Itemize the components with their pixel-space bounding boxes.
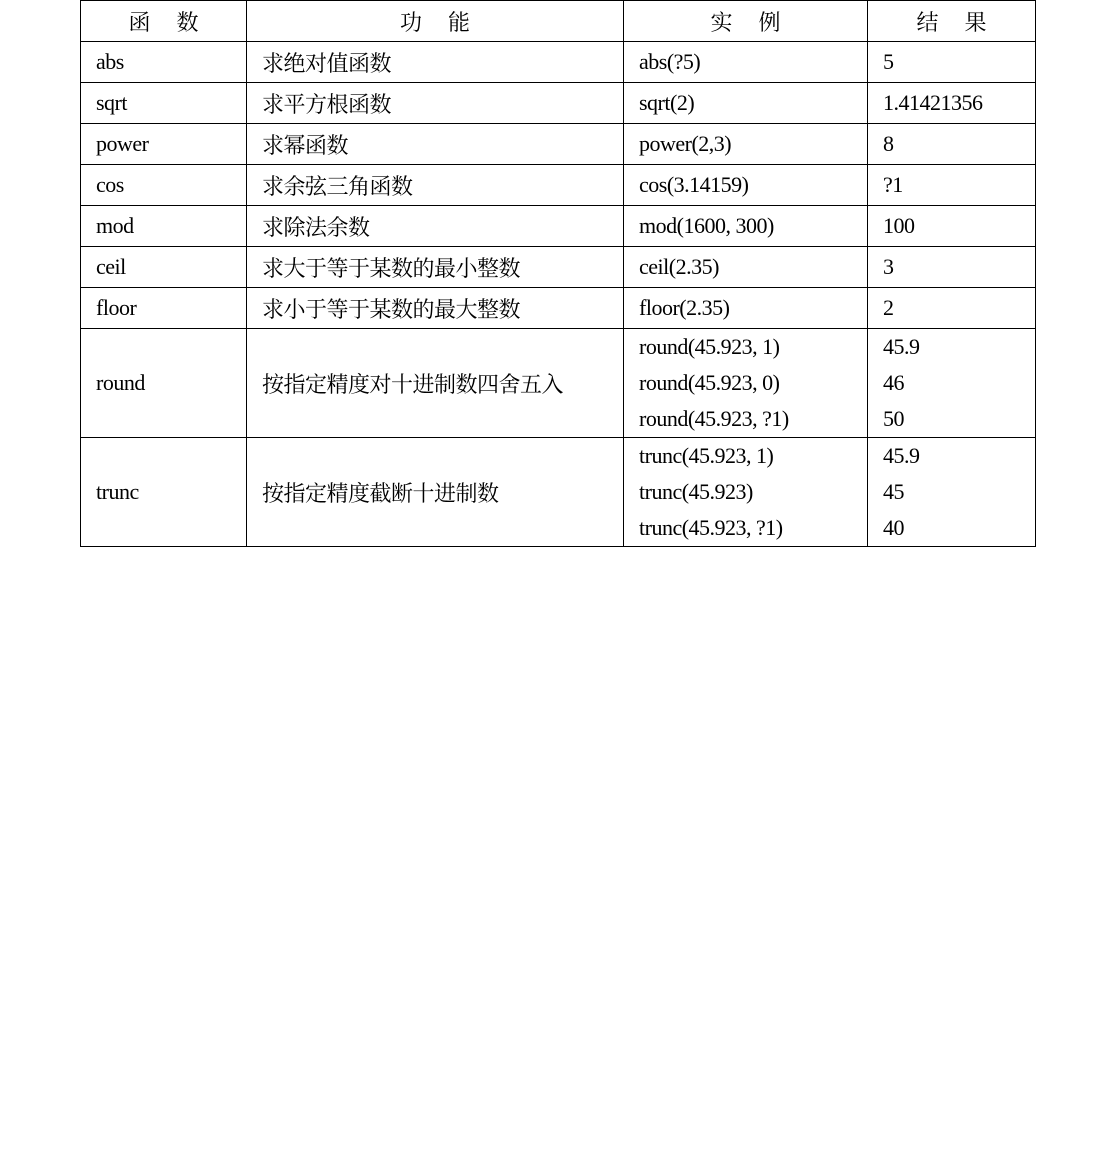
result-line: 40: [883, 515, 904, 540]
function-description-cell: 按指定精度对十进制数四舍五入: [247, 329, 624, 438]
result-cell: 2: [868, 288, 1036, 329]
function-name-cell: power: [81, 124, 247, 165]
function-description-cell: 求幂函数: [247, 124, 624, 165]
example-cell: sqrt(2): [624, 83, 868, 124]
table-row: [81, 247, 1036, 288]
function-description-cell: 求余弦三角函数: [247, 165, 624, 206]
function-description-cell: 求平方根函数: [247, 83, 624, 124]
function-table: [80, 0, 1036, 547]
function-name-cell: abs: [81, 42, 247, 83]
function-description-cell: 按指定精度截断十进制数: [247, 438, 624, 547]
header-function: 函数: [81, 1, 247, 42]
example-line: round(45.923, 1): [639, 334, 780, 359]
result-cell: 100: [868, 206, 1036, 247]
example-cell: [624, 329, 868, 438]
example-cell: abs(?5): [624, 42, 868, 83]
table-row: [81, 124, 1036, 165]
example-line: round(45.923, 0): [639, 370, 780, 395]
header-description: 功能: [247, 1, 624, 42]
function-name-cell: trunc: [81, 438, 247, 547]
example-cell: cos(3.14159): [624, 165, 868, 206]
result-line: 45.9: [883, 334, 920, 359]
result-cell: [868, 329, 1036, 438]
example-line: trunc(45.923, 1): [639, 443, 774, 468]
table-row: [81, 438, 1036, 547]
function-name-cell: floor: [81, 288, 247, 329]
function-description-cell: 求绝对值函数: [247, 42, 624, 83]
example-cell: power(2,3): [624, 124, 868, 165]
function-description-cell: 求小于等于某数的最大整数: [247, 288, 624, 329]
header-example: 实例: [624, 1, 868, 42]
function-name-cell: ceil: [81, 247, 247, 288]
function-description-cell: 求除法余数: [247, 206, 624, 247]
table-row: [81, 165, 1036, 206]
example-cell: ceil(2.35): [624, 247, 868, 288]
example-cell: mod(1600, 300): [624, 206, 868, 247]
table-row: [81, 329, 1036, 438]
example-line: trunc(45.923): [639, 479, 753, 504]
result-line: 50: [883, 406, 904, 431]
result-cell: 5: [868, 42, 1036, 83]
function-name-cell: cos: [81, 165, 247, 206]
table-header-row: [81, 1, 1036, 42]
example-cell: floor(2.35): [624, 288, 868, 329]
function-name-cell: sqrt: [81, 83, 247, 124]
result-line: 45: [883, 479, 904, 504]
example-line: trunc(45.923, ?1): [639, 515, 783, 540]
function-name-cell: round: [81, 329, 247, 438]
result-line: 45.9: [883, 443, 920, 468]
table-row: [81, 42, 1036, 83]
table-row: [81, 206, 1036, 247]
example-line: round(45.923, ?1): [639, 406, 789, 431]
header-result: 结果: [868, 1, 1036, 42]
table-row: [81, 83, 1036, 124]
result-cell: [868, 438, 1036, 547]
result-cell: 1.41421356: [868, 83, 1036, 124]
table-row: [81, 288, 1036, 329]
function-name-cell: mod: [81, 206, 247, 247]
result-line: 46: [883, 370, 904, 395]
function-description-cell: 求大于等于某数的最小整数: [247, 247, 624, 288]
result-cell: 8: [868, 124, 1036, 165]
result-cell: ?1: [868, 165, 1036, 206]
result-cell: 3: [868, 247, 1036, 288]
example-cell: [624, 438, 868, 547]
